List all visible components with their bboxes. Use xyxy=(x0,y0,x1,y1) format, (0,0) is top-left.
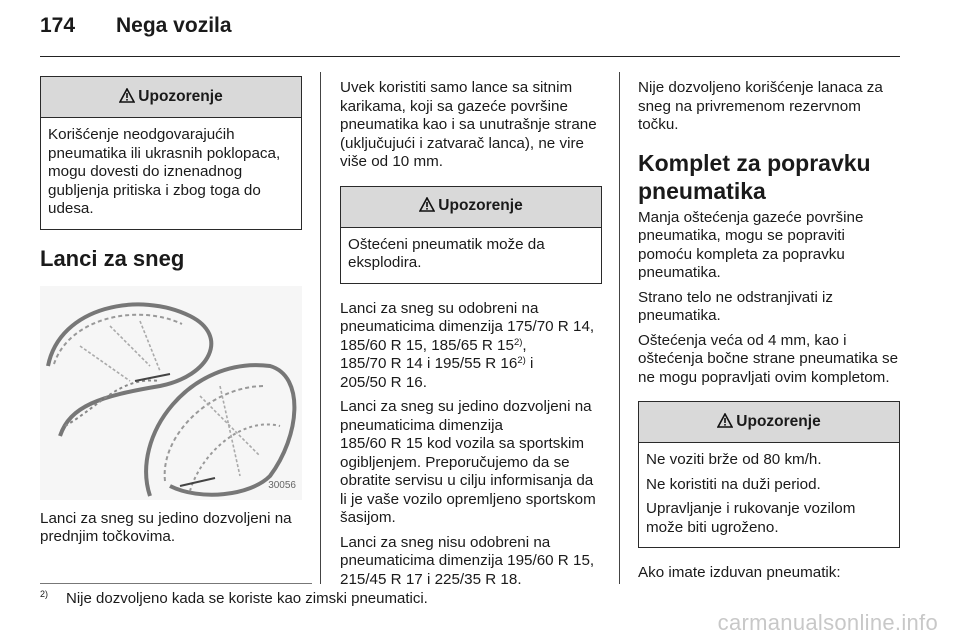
footnote-ref: 2) xyxy=(513,336,523,348)
page-title: Nega vozila xyxy=(116,14,232,37)
warning-text: Korišćenje neodgovarajućih pneumatika ili ukrasnih poklopaca, mogu dovesti do iznenadnog gubljenja pritiska i zbog toga do udesa. xyxy=(48,126,281,217)
text-run: Lanci za sneg su jedino dozvoljeni na pneumaticima dimenzija xyxy=(340,398,592,434)
section-heading-snow-chains: Lanci za sneg xyxy=(40,245,185,271)
warning-triangle-icon xyxy=(119,88,135,109)
column-2 xyxy=(340,79,602,595)
paragraph: Oštećenja veća od 4 mm, kao i oštećenja bočne strane pneumatika se ne mogu popravljati ovim kompletom. xyxy=(638,331,899,386)
column-divider xyxy=(619,72,620,584)
paragraph: Strano telo ne odstranjivati iz pneumatika. xyxy=(638,288,834,324)
column-3 xyxy=(638,79,900,589)
warning-text: Upravljanje i rukovanje vozilom može biti ugroženo. xyxy=(646,500,856,536)
footnote-ref: 2) xyxy=(517,355,526,366)
header-rule xyxy=(40,56,900,57)
warning-box xyxy=(340,186,602,284)
footnote-text: Nije dozvoljeno kada se koriste kao zimski pneumatici. xyxy=(66,590,428,607)
paragraph: Ako imate izduvan pneumatik: xyxy=(638,564,841,581)
text-run: i xyxy=(525,355,534,372)
text-run: , xyxy=(522,336,527,354)
warning-box xyxy=(40,76,302,230)
watermark: carmanualsonline.info xyxy=(717,610,938,635)
warning-label: Upozorenje xyxy=(736,412,821,430)
paragraph: Nije dozvoljeno korišćenje lanaca za sneg na privremenom rezervnom točku. xyxy=(638,79,883,133)
footnote-mark: 2) xyxy=(40,589,49,599)
warning-triangle-icon xyxy=(419,197,435,218)
warning-text: Oštećeni pneumatik može da eksplodira. xyxy=(348,235,545,271)
page-header xyxy=(40,14,232,38)
page-number: 174 xyxy=(40,14,76,37)
warning-header xyxy=(341,187,601,228)
text-run: 185/70 R 14 i 195/55 R 16 xyxy=(340,355,518,372)
paragraph: Uvek koristiti samo lance sa sitnim karikama, koji sa gazeće površine pneumatika kao i sa unutrašnje strane (uključujući i zatvarač lanca), ne vire više od 10 mm. xyxy=(340,79,597,170)
warning-text: Ne voziti brže od 80 km/h. xyxy=(646,451,822,468)
warning-box xyxy=(638,401,900,548)
text-run: Lanci za sneg su odobreni na pneumaticima dimenzija 175/70 R 14, 185/60 R 15, 185/65 R 15 xyxy=(340,299,595,354)
text-run: 185/60 R 15 kod vozila sa sportskim ogibljenjem. Preporučujemo da se obratite servisu u cilju informisanja da li je vaše vozilo opremljeno sportskom šasijom. xyxy=(340,435,596,526)
paragraph xyxy=(340,300,602,393)
footnote-rule xyxy=(40,583,312,584)
paragraph: Lanci za sneg nisu odobreni na pneumaticima dimenzija 195/60 R 15, 215/45 R 17 i 225/35 R 18. xyxy=(340,533,595,588)
warning-label: Upozorenje xyxy=(438,197,523,215)
footnote xyxy=(40,589,428,607)
paragraph xyxy=(340,398,602,528)
warning-label: Upozorenje xyxy=(138,87,223,105)
warning-triangle-icon xyxy=(717,413,733,434)
warning-header xyxy=(41,77,301,118)
paragraph: Manja oštećenja gazeće površine pneumatika, mogu se popraviti pomoću kompleta za popravku pneumatika. xyxy=(638,208,864,281)
warning-header xyxy=(639,402,899,443)
snow-chain-illustration xyxy=(40,286,302,500)
figure-caption: Lanci za sneg su jedino dozvoljeni na prednjim točkovima. xyxy=(40,509,292,545)
text-run: 205/50 R 16. xyxy=(340,373,427,391)
warning-text: Ne koristiti na duži period. xyxy=(646,475,821,493)
column-divider xyxy=(320,72,321,584)
figure-code: 30056 xyxy=(268,480,296,491)
snow-chain-drawing xyxy=(40,286,302,500)
column-1 xyxy=(40,76,302,553)
section-heading-repair-kit: Komplet za popravku pneumatika xyxy=(638,149,871,204)
